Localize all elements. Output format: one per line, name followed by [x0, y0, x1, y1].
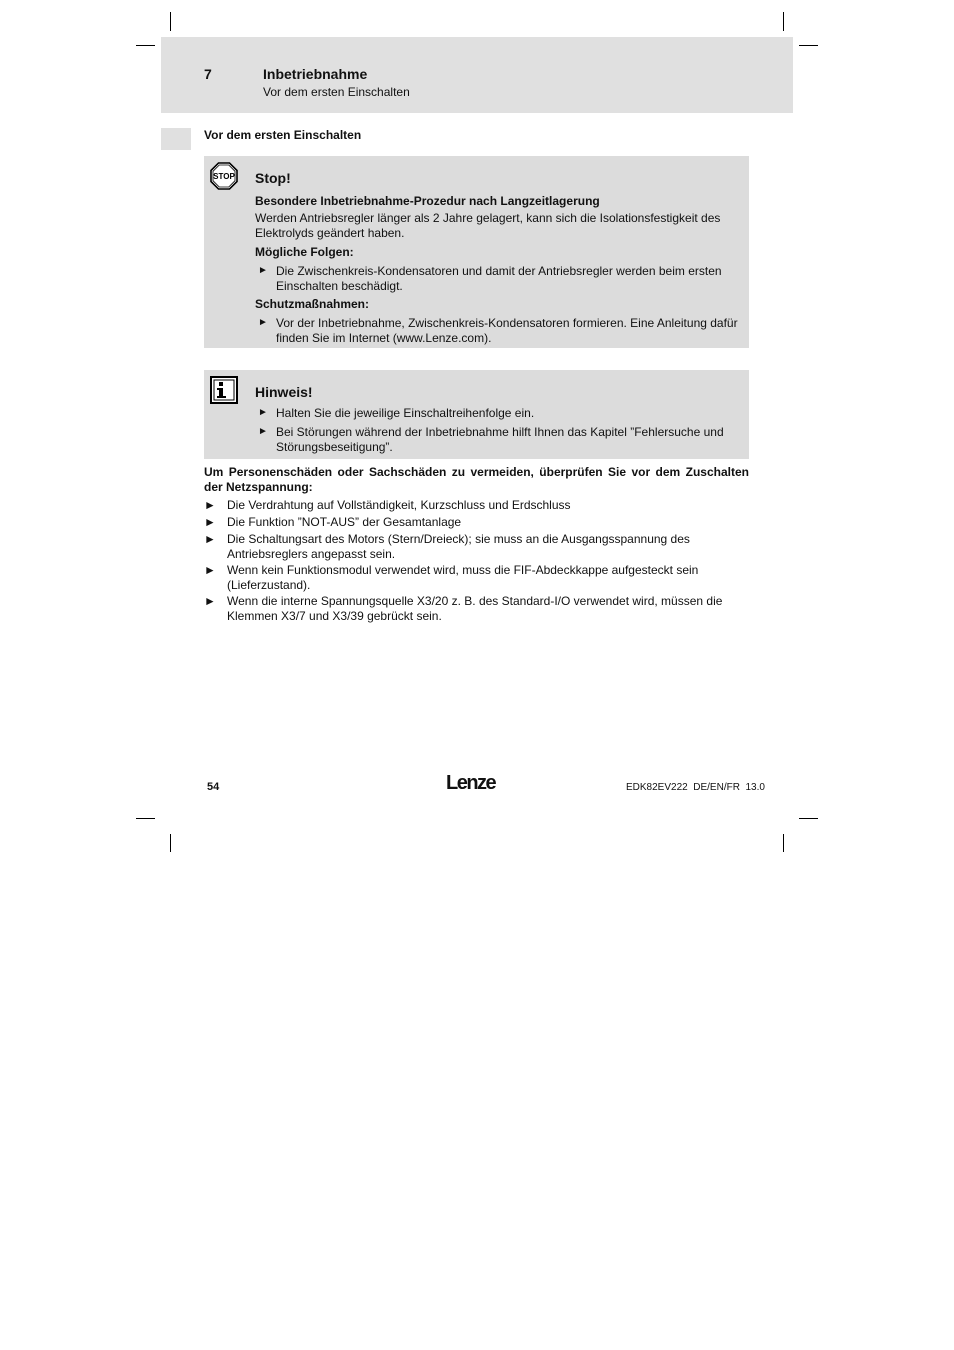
note-box [204, 370, 749, 459]
note-title: Hinweis! [255, 384, 313, 400]
lenze-logo: Lenze [446, 772, 496, 794]
stop-subtitle: Besondere Inbetriebnahme-Prozedur nach Langzeitlagerung [255, 194, 600, 208]
crop-mark-top-left-horizontal [136, 45, 155, 46]
bullet-arrow-icon: ► [258, 426, 268, 437]
list-item-text: Wenn die interne Spannungsquelle X3/20 z. B. des Standard-I/O verwendet wird, müssen die Klemmen X3/7 und X3/39 gebrückt sein. [227, 594, 723, 623]
document-code: EDK82EV222 DE/EN/FR 13.0 [626, 782, 765, 793]
stop-box [204, 156, 749, 348]
intro-paragraph: Um Personenschäden oder Sachschäden zu vermeiden, überprüfen Sie vor dem Zuschalten der Netzspannung: [204, 465, 749, 494]
stop-title: Stop! [255, 170, 291, 186]
chapter-number: 7 [204, 66, 212, 82]
list-item-text: Die Zwischenkreis-Kondensatoren und damit der Antriebsregler werden beim ersten Einschalten beschädigt. [276, 264, 722, 293]
bullet-arrow-icon: ► [258, 407, 268, 418]
crop-mark-top-left-vertical [170, 12, 171, 31]
bullet-arrow-icon: ► [204, 498, 216, 512]
crop-mark-bottom-left-vertical [170, 834, 171, 852]
stop-sign-icon [210, 162, 238, 190]
list-item-text: Wenn kein Funktionsmodul verwendet wird, muss die FIF-Abdeckkappe aufgesteckt sein (Lieferzustand). [227, 563, 699, 592]
list-item-text: Bei Störungen während der Inbetriebnahme hilft Ihnen das Kapitel ”Fehlersuche und Störungsbeseitigung”. [276, 425, 724, 454]
section-marker [161, 128, 191, 150]
bullet-arrow-icon: ► [204, 594, 216, 608]
crop-mark-bottom-left-horizontal [136, 818, 155, 819]
page-number: 54 [207, 781, 220, 793]
bullet-arrow-icon: ► [204, 515, 216, 529]
info-icon [210, 376, 238, 404]
crop-mark-top-right-vertical [783, 12, 784, 31]
chapter-title: Inbetriebnahme [263, 66, 368, 82]
list-item-text: Die Verdrahtung auf Vollständigkeit, Kurzschluss und Erdschluss [227, 498, 571, 512]
chapter-header-bar [161, 37, 793, 113]
stop-sign-label: STOP [213, 172, 235, 181]
crop-mark-top-right-horizontal [799, 45, 818, 46]
chapter-subtitle: Vor dem ersten Einschalten [263, 85, 410, 99]
list-item-text: Die Funktion ”NOT-AUS” der Gesamtanlage [227, 515, 462, 529]
list-item-text: Halten Sie die jeweilige Einschaltreihenfolge ein. [276, 406, 535, 420]
stop-consequences-label: Mögliche Folgen: [255, 245, 354, 259]
stop-measures-label: Schutzmaßnahmen: [255, 297, 370, 311]
crop-mark-bottom-right-horizontal [799, 818, 818, 819]
bullet-arrow-icon: ► [204, 563, 216, 577]
section-title: Vor dem ersten Einschalten [204, 128, 362, 142]
stop-text: Werden Antriebsregler länger als 2 Jahre gelagert, kann sich die Isolationsfestigkeit des Elektrolyds geändert haben. [255, 211, 721, 240]
bullet-arrow-icon: ► [204, 532, 216, 546]
bullet-arrow-icon: ► [258, 265, 268, 276]
bullet-arrow-icon: ► [258, 317, 268, 328]
list-item-text: Die Schaltungsart des Motors (Stern/Dreieck); sie muss an die Ausgangsspannung des Antriebsreglers angepasst sein. [227, 532, 690, 561]
list-item-text: Vor der Inbetriebnahme, Zwischenkreis-Kondensatoren formieren. Eine Anleitung dafür finden Sie im Internet (www.Lenze.com). [276, 316, 738, 345]
crop-mark-bottom-right-vertical [783, 834, 784, 852]
